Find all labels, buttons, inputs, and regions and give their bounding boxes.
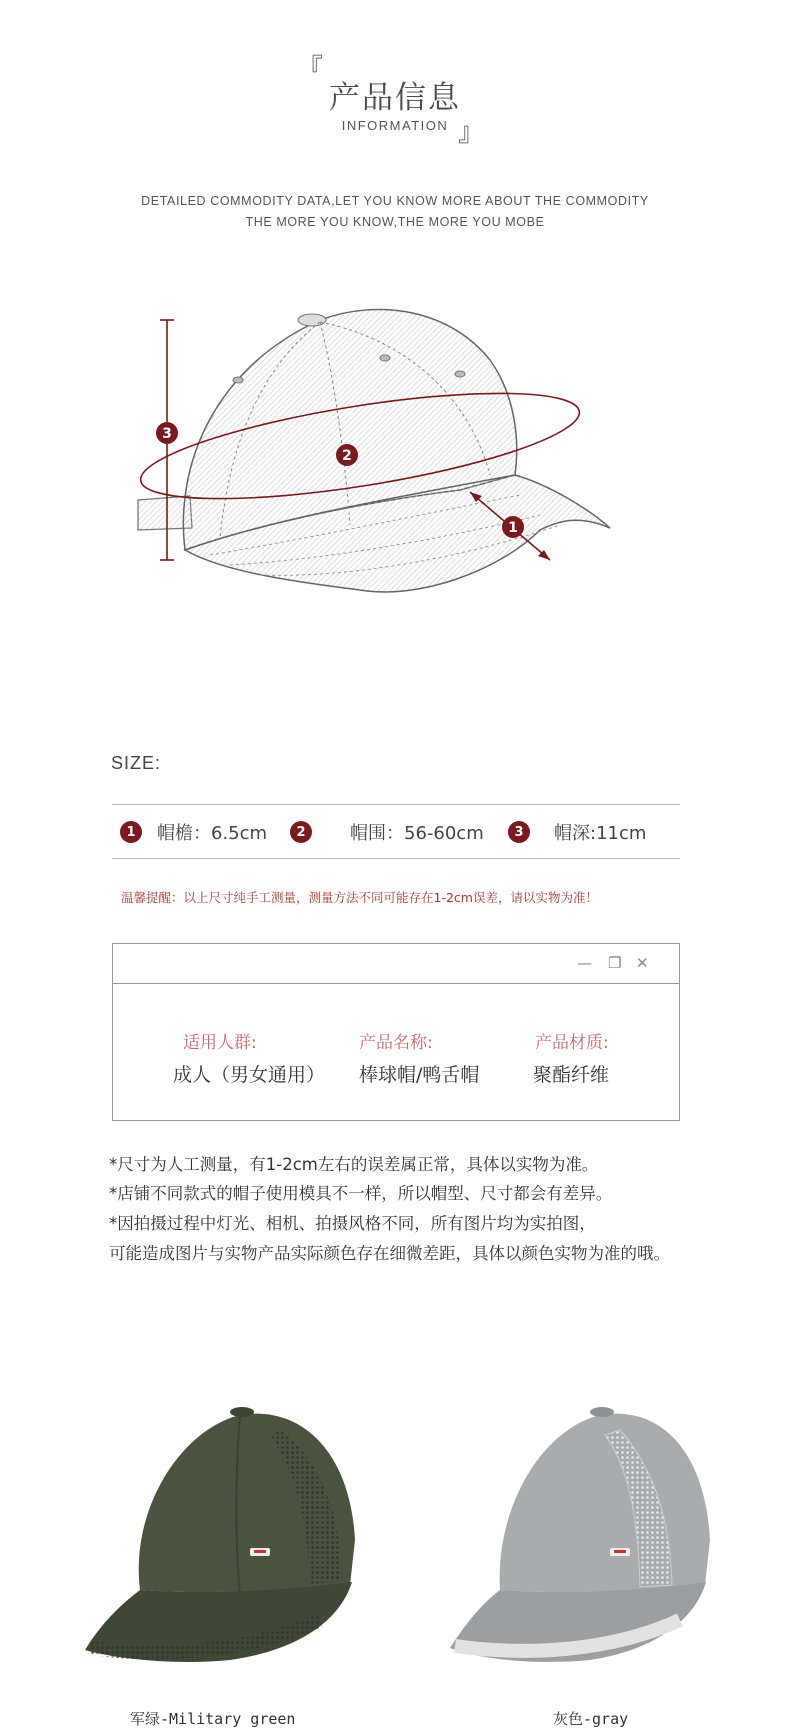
size-brim: [120, 817, 267, 847]
product-info-window: [112, 943, 680, 1121]
svg-text:3: 3: [162, 426, 172, 442]
note-line-3: *因拍摄过程中灯光、相机、拍摄风格不同，所有图片均为实拍图，: [109, 1214, 596, 1233]
page-title: 产品信息: [329, 80, 461, 116]
caption-military-green: 军绿-Military green: [130, 1710, 296, 1728]
size-heading: SIZE:: [111, 753, 162, 773]
divider-top: [112, 804, 680, 805]
audience-label: 适用人群:: [183, 1033, 257, 1053]
size-circumference: [290, 817, 484, 847]
maximize-icon: ❐: [608, 954, 622, 972]
size-depth-text: 帽深:11cm: [554, 823, 647, 844]
note-line-2: *店铺不同款式的帽子使用模具不一样，所以帽型、尺寸都会有差异。: [109, 1184, 613, 1203]
svg-text:2: 2: [342, 448, 352, 464]
divider-bottom: [112, 858, 680, 859]
close-icon: ✕: [636, 954, 649, 972]
marker-1: [502, 516, 524, 538]
size-circumference-text: 帽围：56-60cm: [350, 823, 484, 844]
material-label: 产品材质:: [535, 1033, 609, 1053]
note-line-4: 可能造成图片与实物产品实际颜色存在细微差距，具体以颜色实物为准的哦。: [109, 1244, 670, 1263]
minimize-icon: —: [577, 954, 592, 972]
number-badge-3: 3: [508, 821, 530, 843]
page-subtitle-en: INFORMATION: [341, 118, 449, 133]
description-line-1: DETAILED COMMODITY DATA,LET YOU KNOW MORE ABOUT THE COMMODITY: [141, 194, 649, 208]
note-line-1: *尺寸为人工测量，有1-2cm左右的误差属正常，具体以实物为准。: [109, 1155, 599, 1174]
marker-3: [156, 422, 178, 444]
material-value: 聚酯纤维: [533, 1064, 610, 1086]
audience-value: 成人（男女通用）: [173, 1064, 326, 1086]
size-depth: [508, 817, 646, 847]
cap-measurement-diagram: [120, 300, 680, 660]
product-name-label: 产品名称:: [359, 1033, 433, 1053]
svg-text:1: 1: [508, 520, 518, 536]
number-badge-2: 2: [290, 821, 312, 843]
product-name-value: 棒球帽/鸭舌帽: [359, 1064, 480, 1086]
bracket-open: 『: [297, 54, 324, 84]
window-title-bar: [113, 944, 679, 984]
bracket-close: 』: [458, 118, 485, 148]
measurement-reminder: 温馨提醒：以上尺寸纯手工测量，测量方法不同可能存在1-2cm误差，请以实物为准！: [121, 890, 598, 905]
product-image-gray: [440, 1390, 760, 1670]
product-image-military-green: [70, 1390, 390, 1670]
description-line-2: THE MORE YOU KNOW,THE MORE YOU MOBE: [245, 215, 545, 229]
marker-2: [336, 444, 358, 466]
caption-gray: 灰色-gray: [553, 1710, 629, 1728]
size-brim-text: 帽檐：6.5cm: [157, 823, 268, 844]
number-badge-1: 1: [120, 821, 142, 843]
